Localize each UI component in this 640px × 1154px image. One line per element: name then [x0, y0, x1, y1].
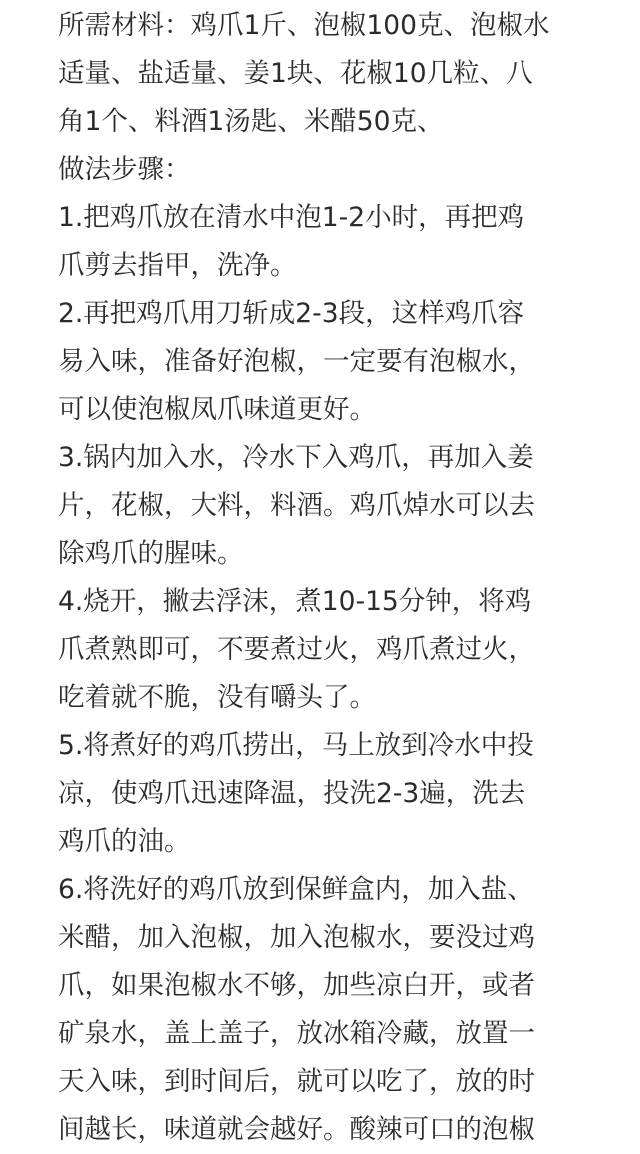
step-1-line-1: 1.把鸡爪放在清水中泡1-2小时，再把鸡	[58, 202, 525, 233]
step-5-line-3: 鸡爪的油。	[58, 826, 191, 857]
ingredients-line-3: 角1个、料酒1汤匙、米醋50克、	[58, 106, 444, 137]
ingredients-line-2: 适量、盐适量、姜1块、花椒10几粒、八	[58, 58, 533, 89]
step-6-line-6: 间越长，味道就会越好。酸辣可口的泡椒	[58, 1114, 535, 1145]
step-3-line-3: 除鸡爪的腥味。	[58, 538, 244, 569]
step-3-line-2: 片，花椒，大料，料酒。鸡爪焯水可以去	[58, 490, 535, 521]
step-1-line-2: 爪剪去指甲，洗净。	[58, 250, 297, 281]
step-2-line-1: 2.再把鸡爪用刀斩成2-3段，这样鸡爪容	[58, 298, 525, 329]
step-5-line-1: 5.将煮好的鸡爪捞出，马上放到冷水中投	[58, 730, 534, 761]
step-5-line-2: 凉，使鸡爪迅速降温，投洗2-3遍，洗去	[58, 778, 526, 809]
step-2-line-2: 易入味，准备好泡椒，一定要有泡椒水，	[58, 346, 535, 377]
recipe-text	[58, 2, 588, 1154]
step-6-line-4: 矿泉水，盖上盖子，放冰箱冷藏，放置一	[58, 1018, 535, 1049]
step-6-line-3: 爪，如果泡椒水不够，加些凉白开，或者	[58, 970, 535, 1001]
step-6-line-5: 天入味，到时间后，就可以吃了，放的时	[58, 1066, 535, 1097]
step-4-line-3: 吃着就不脆，没有嚼头了。	[58, 682, 376, 713]
ingredients-line-1: 所需材料：鸡爪1斤、泡椒100克、泡椒水	[58, 10, 550, 41]
step-4-line-1: 4.烧开，撇去浮沫，煮10-15分钟，将鸡	[58, 586, 532, 617]
step-6-line-1: 6.将洗好的鸡爪放到保鲜盒内，加入盐、	[58, 874, 534, 905]
step-2-line-3: 可以使泡椒凤爪味道更好。	[58, 394, 376, 425]
step-6-line-2: 米醋，加入泡椒，加入泡椒水，要没过鸡	[58, 922, 535, 953]
step-4-line-2: 爪煮熟即可，不要煮过火，鸡爪煮过火，	[58, 634, 535, 665]
step-3-line-1: 3.锅内加入水，冷水下入鸡爪，再加入姜	[58, 442, 534, 473]
steps-heading: 做法步骤：	[58, 154, 191, 185]
